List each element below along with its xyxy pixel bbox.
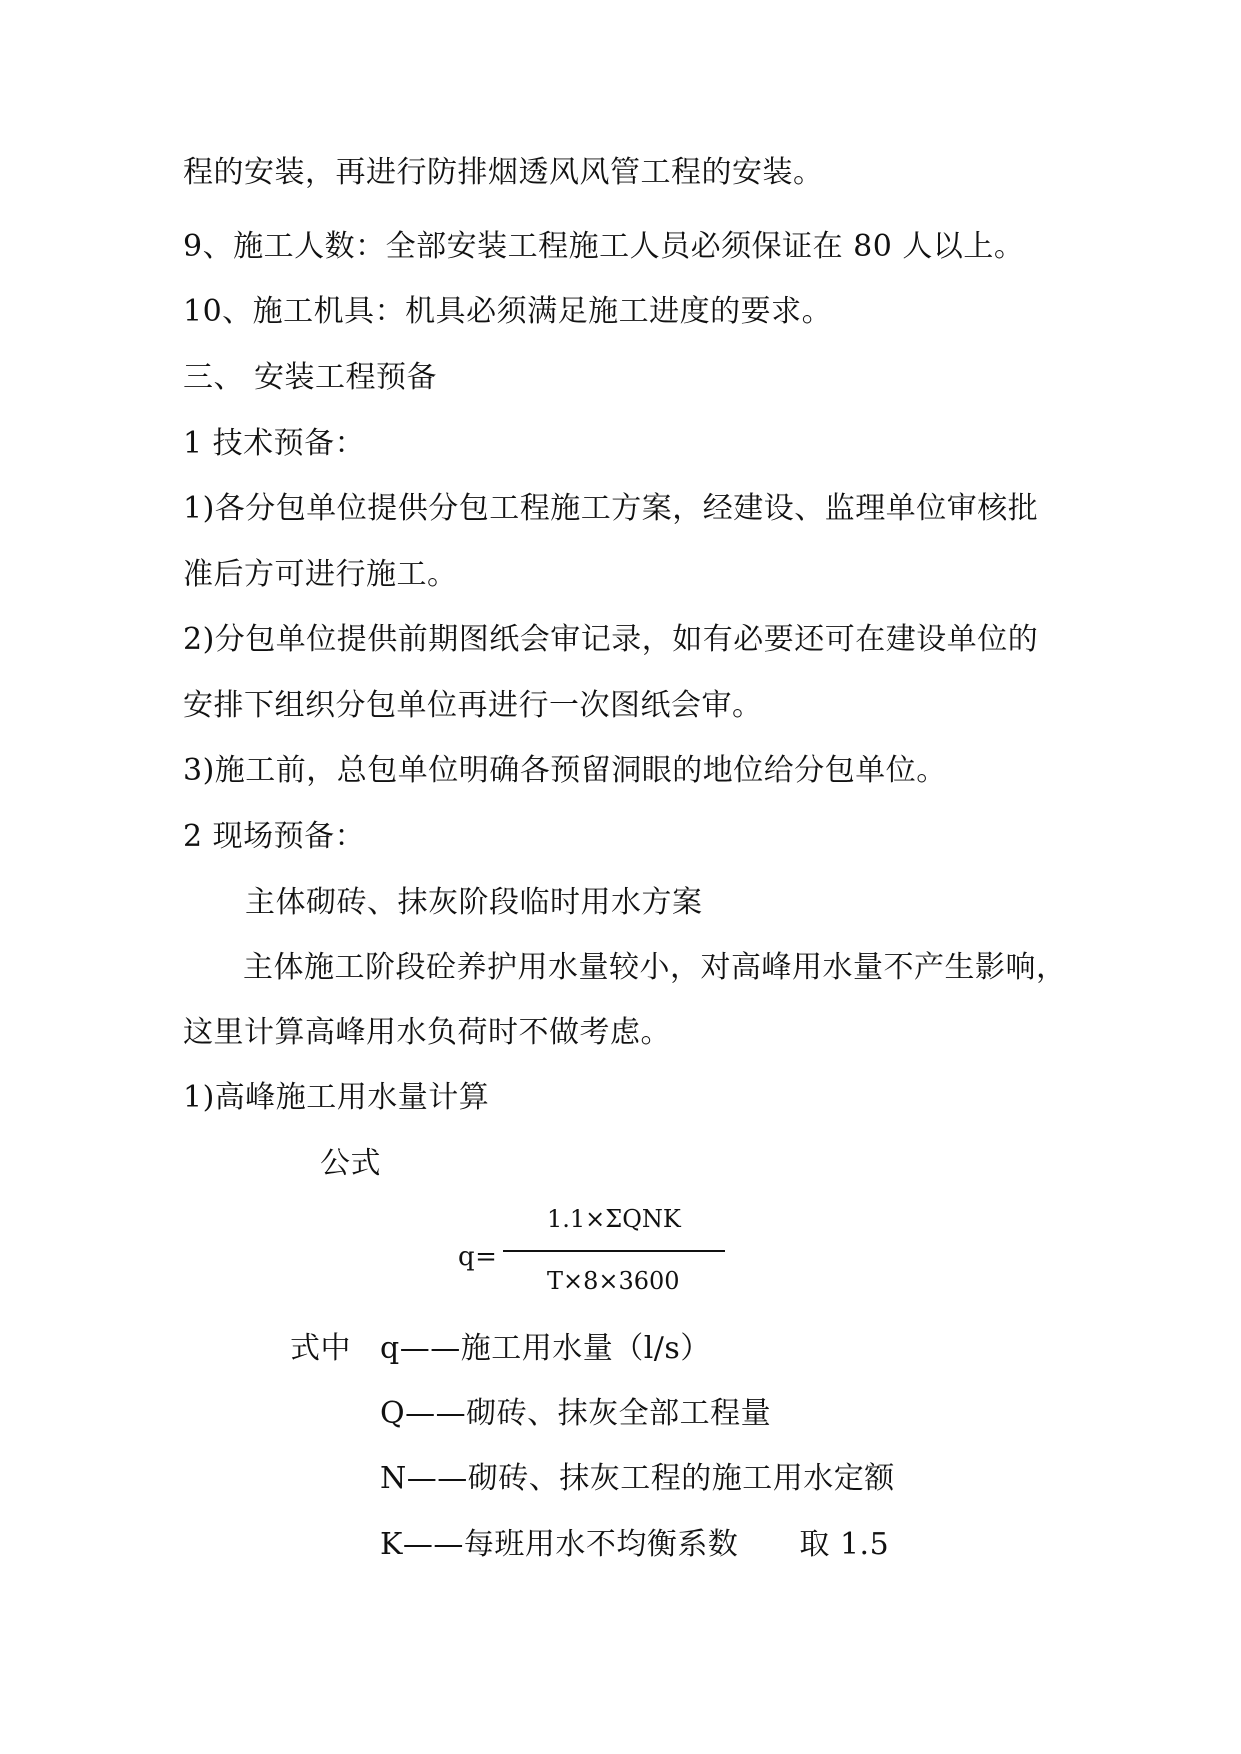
- fraction-bar: [503, 1250, 725, 1252]
- plan-title: 主体砌砖、抹灰阶段临时用水方案: [245, 885, 703, 920]
- text-line-3: 10、施工机具：机具必须满足施工进度的要求。: [183, 294, 833, 329]
- text-line-9: 安排下组织分包单位再进行一次图纸会审。: [183, 688, 763, 723]
- formula-label: 公式: [320, 1146, 381, 1181]
- text-line-6: 1)各分包单位提供分包工程施工方案，经建设、监理单位审核批: [183, 491, 1039, 526]
- legend-item-q: q——施工用水量（l/s）: [380, 1331, 711, 1366]
- formula-lhs: q=: [458, 1242, 498, 1272]
- subheading-peak-water: 1)高峰施工用水量计算: [183, 1080, 490, 1115]
- text-line-10: 3)施工前，总包单位明确各预留洞眼的地位给分包单位。: [183, 753, 947, 788]
- text-line-14: 这里计算高峰用水负荷时不做考虑。: [183, 1015, 671, 1050]
- legend-item-Q: Q——砌砖、抹灰全部工程量: [380, 1396, 772, 1431]
- formula-denominator: T×8×3600: [547, 1267, 680, 1295]
- legend-item-K: K——每班用水不均衡系数 取 1.5: [380, 1527, 890, 1562]
- text-line-8: 2)分包单位提供前期图纸会审记录，如有必要还可在建设单位的: [183, 622, 1039, 657]
- text-line-13: 主体施工阶段砼养护用水量较小，对高峰用水量不产生影响，: [243, 950, 1067, 985]
- legend-prefix: 式中: [290, 1331, 351, 1366]
- text-line-7: 准后方可进行施工。: [183, 557, 458, 592]
- formula-numerator: 1.1×ΣQNK: [547, 1205, 681, 1233]
- text-line-1: 程的安装，再进行防排烟透风风管工程的安装。: [183, 155, 824, 190]
- subheading-technical-prep: 1 技术预备：: [183, 426, 366, 461]
- legend-item-N: N——砌砖、抹灰工程的施工用水定额: [380, 1461, 895, 1496]
- subheading-site-prep: 2 现场预备：: [183, 819, 366, 854]
- text-line-2: 9、施工人数：全部安装工程施工人员必须保证在 80 人以上。: [183, 229, 1025, 264]
- section-heading: 三、 安装工程预备: [183, 360, 438, 395]
